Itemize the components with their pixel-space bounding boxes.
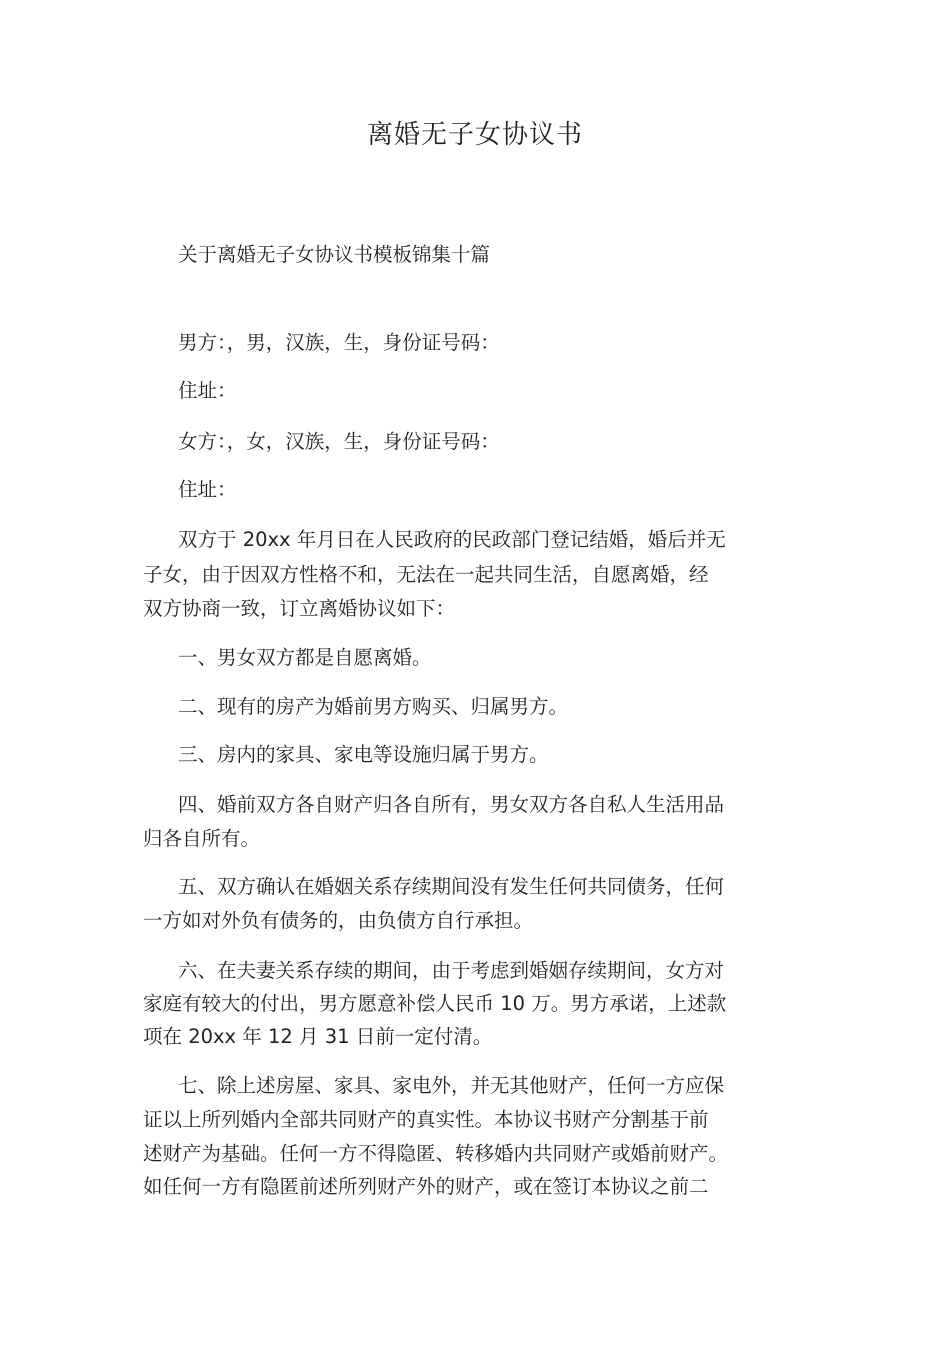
clause-4: 四、婚前双方各自财产归各自所有，男女双方各自私人生活用品 xyxy=(178,793,725,816)
document-subtitle: 关于离婚无子女协议书模板锦集十篇 xyxy=(178,243,491,266)
paragraph-line: 双方协商一致，订立离婚协议如下： xyxy=(143,597,456,620)
male-party-line: 男方：，男，汉族，生，身份证号码： xyxy=(178,331,500,354)
paragraph-line: 子女，由于因双方性格不和，无法在一起共同生活，自愿离婚，经 xyxy=(143,563,709,586)
clause-4-cont: 归各自所有。 xyxy=(143,827,261,850)
male-address-line: 住址： xyxy=(178,379,237,402)
paragraph-line: 双方于 20xx 年月日在人民政府的民政部门登记结婚，婚后并无 xyxy=(178,528,726,551)
clause-1: 一、男女双方都是自愿离婚。 xyxy=(178,646,432,669)
clause-3: 三、房内的家具、家电等设施归属于男方。 xyxy=(178,743,549,766)
clause-7: 七、除上述房屋、家具、家电外，并无其他财产，任何一方应保 xyxy=(178,1074,725,1097)
clause-5-cont: 一方如对外负有债务的，由负债方自行承担。 xyxy=(143,909,534,932)
clause-6-cont: 项在 20xx 年 12 月 31 日前一定付清。 xyxy=(143,1025,493,1048)
clause-7-cont: 证以上所列婚内全部共同财产的真实性。本协议书财产分割基于前 xyxy=(143,1108,709,1131)
female-address-line: 住址： xyxy=(178,478,237,501)
document-title: 离婚无子女协议书 xyxy=(366,120,583,150)
clause-2: 二、现有的房产为婚前男方购买、归属男方。 xyxy=(178,695,569,718)
clause-7-cont: 如任何一方有隐匿前述所列财产外的财产，或在签订本协议之前二 xyxy=(143,1175,709,1198)
clause-6-cont: 家庭有较大的付出，男方愿意补偿人民币 10 万。男方承诺，上述款 xyxy=(143,992,727,1015)
clause-7-cont: 述财产为基础。任何一方不得隐匿、转移婚内共同财产或婚前财产。 xyxy=(143,1142,729,1165)
female-party-line: 女方：，女，汉族，生，身份证号码： xyxy=(178,430,500,453)
clause-5: 五、双方确认在婚姻关系存续期间没有发生任何共同债务，任何 xyxy=(178,875,725,898)
clause-6: 六、在夫妻关系存续的期间，由于考虑到婚姻存续期间，女方对 xyxy=(178,959,725,982)
